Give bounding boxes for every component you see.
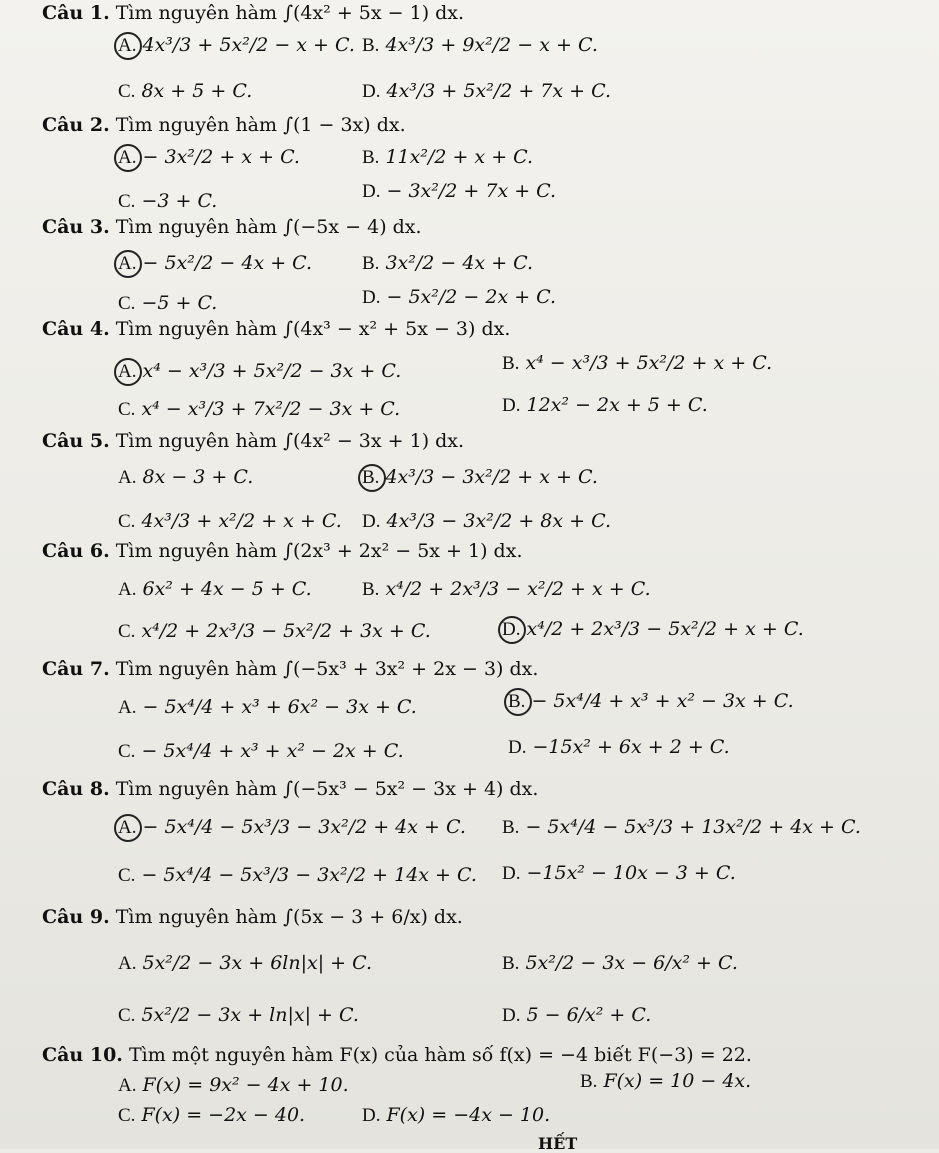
answer-circle <box>114 358 142 386</box>
option-letter: A. <box>118 953 137 974</box>
option-6c[interactable] <box>118 620 431 643</box>
option-expr: F(x) = 10 − 4x. <box>603 1070 752 1092</box>
option-4b[interactable] <box>502 352 772 375</box>
option-7b[interactable] <box>508 690 794 713</box>
answer-circle <box>114 250 142 278</box>
question-7 <box>42 658 538 680</box>
option-letter: D. <box>508 737 527 758</box>
option-8d[interactable] <box>502 862 736 885</box>
question-label: Câu 4. <box>42 318 110 340</box>
question-1 <box>42 2 464 24</box>
question-6 <box>42 540 522 562</box>
option-letter: C. <box>118 191 136 212</box>
option-6d[interactable] <box>502 618 804 641</box>
option-letter: A. <box>118 467 137 488</box>
question-10 <box>42 1044 752 1066</box>
option-2d[interactable] <box>362 180 556 203</box>
answer-circle <box>498 616 526 644</box>
option-expr: 5 − 6/x² + C. <box>526 1004 652 1026</box>
option-expr: 4x³/3 + 9x²/2 − x + C. <box>385 34 598 56</box>
option-10d[interactable] <box>362 1104 550 1127</box>
option-letter: C. <box>118 1005 136 1026</box>
option-expr: − 5x²/2 − 4x + C. <box>142 252 313 274</box>
option-expr: − 5x⁴/4 − 5x³/3 + 13x²/2 + 4x + C. <box>525 816 861 838</box>
answer-circle <box>358 464 386 492</box>
option-5b[interactable] <box>362 466 598 489</box>
question-text: Tìm nguyên hàm ∫(4x³ − x² + 5x − 3) dx. <box>115 318 511 340</box>
option-7a[interactable] <box>118 696 417 719</box>
option-expr: − 5x⁴/4 + x³ + x² − 3x + C. <box>531 690 794 712</box>
option-expr: − 5x⁴/4 − 5x³/3 − 3x²/2 + 4x + C. <box>142 816 466 838</box>
option-letter: D. <box>362 181 381 202</box>
option-4a[interactable] <box>118 360 401 383</box>
answer-circle <box>504 688 532 716</box>
option-expr: x⁴ − x³/3 + 5x²/2 + x + C. <box>525 352 773 374</box>
option-letter: A. <box>118 1075 137 1096</box>
option-letter: C. <box>118 511 136 532</box>
option-expr: 4x³/3 + x²/2 + x + C. <box>141 510 342 532</box>
option-letter: B. <box>362 147 380 168</box>
option-letter: A. <box>118 697 137 718</box>
option-7c[interactable] <box>118 740 404 763</box>
question-label: Câu 5. <box>42 430 110 452</box>
option-1b[interactable] <box>362 34 598 57</box>
question-label: Câu 8. <box>42 778 110 800</box>
option-letter: C. <box>118 293 136 314</box>
answer-circle <box>114 144 142 172</box>
question-text: Tìm nguyên hàm ∫(−5x³ + 3x² + 2x − 3) dx. <box>115 658 539 680</box>
option-5d[interactable] <box>362 510 611 533</box>
option-letter: B. <box>508 691 526 712</box>
option-1a[interactable] <box>118 34 355 57</box>
option-3c[interactable] <box>118 292 217 315</box>
option-8a[interactable] <box>118 816 466 839</box>
option-letter: C. <box>118 741 136 762</box>
option-letter: D. <box>502 863 521 884</box>
option-expr: −15x² − 10x − 3 + C. <box>526 862 736 884</box>
question-text: Tìm nguyên hàm ∫(5x − 3 + 6/x) dx. <box>115 906 463 928</box>
end-marker: HẾT <box>538 1134 578 1153</box>
question-label: Câu 9. <box>42 906 110 928</box>
option-expr: 5x²/2 − 3x + 6ln|x| + C. <box>142 952 373 974</box>
option-letter: B. <box>580 1071 598 1092</box>
option-expr: 4x³/3 + 5x²/2 + 7x + C. <box>386 80 612 102</box>
option-expr: 8x + 5 + C. <box>141 80 253 102</box>
option-expr: 6x² + 4x − 5 + C. <box>142 578 312 600</box>
option-expr: x⁴/2 + 2x³/3 − 5x²/2 + x + C. <box>526 618 804 640</box>
option-letter: B. <box>502 353 520 374</box>
question-9 <box>42 906 463 928</box>
option-letter: B. <box>362 253 380 274</box>
option-expr: F(x) = −2x − 40. <box>141 1104 306 1126</box>
option-expr: −3 + C. <box>141 190 218 212</box>
question-label: Câu 7. <box>42 658 110 680</box>
option-expr: 8x − 3 + C. <box>142 466 254 488</box>
question-label: Câu 3. <box>42 216 110 238</box>
option-letter: B. <box>362 579 380 600</box>
option-expr: F(x) = 9x² − 4x + 10. <box>142 1074 349 1096</box>
option-letter: D. <box>502 1005 521 1026</box>
option-2a[interactable] <box>118 146 300 169</box>
option-letter: C. <box>118 621 136 642</box>
option-9a[interactable] <box>118 952 372 975</box>
option-4d[interactable] <box>502 394 708 417</box>
option-10a[interactable] <box>118 1074 349 1097</box>
option-expr: 5x²/2 − 3x + ln|x| + C. <box>141 1004 359 1026</box>
option-letter: A. <box>118 361 137 382</box>
option-7d[interactable] <box>508 736 730 759</box>
question-label: Câu 1. <box>42 2 110 24</box>
option-expr: 4x³/3 + 5x²/2 − x + C. <box>142 34 355 56</box>
question-8 <box>42 778 538 800</box>
question-label: Câu 2. <box>42 114 110 136</box>
option-expr: F(x) = −4x − 10. <box>386 1104 551 1126</box>
option-letter: A. <box>118 817 137 838</box>
option-2c[interactable] <box>118 190 217 213</box>
option-expr: 3x²/2 − 4x + C. <box>385 252 534 274</box>
answer-circle <box>114 814 142 842</box>
option-5c[interactable] <box>118 510 342 533</box>
option-6a[interactable] <box>118 578 312 601</box>
option-expr: 11x²/2 + x + C. <box>385 146 534 168</box>
question-3 <box>42 216 422 238</box>
option-letter: D. <box>502 619 521 640</box>
option-expr: − 5x⁴/4 + x³ + x² − 2x + C. <box>141 740 404 762</box>
question-text: Tìm nguyên hàm ∫(2x³ + 2x² − 5x + 1) dx. <box>115 540 523 562</box>
question-text: Tìm nguyên hàm ∫(4x² − 3x + 1) dx. <box>115 430 465 452</box>
option-1d[interactable] <box>362 80 611 103</box>
option-3b[interactable] <box>362 252 533 275</box>
question-text: Tìm nguyên hàm ∫(4x² + 5x − 1) dx. <box>115 2 465 24</box>
option-9c[interactable] <box>118 1004 359 1027</box>
option-letter: B. <box>362 35 380 56</box>
option-letter: D. <box>362 511 381 532</box>
option-8c[interactable] <box>118 864 477 887</box>
option-expr: 12x² − 2x + 5 + C. <box>526 394 708 416</box>
question-text: Tìm một nguyên hàm F(x) của hàm số f(x) = −4 biết F(−3) = 22. <box>128 1044 752 1066</box>
option-9b[interactable] <box>502 952 738 975</box>
option-expr: − 5x⁴/4 − 5x³/3 − 3x²/2 + 14x + C. <box>141 864 477 886</box>
option-1c[interactable] <box>118 80 252 103</box>
option-6b[interactable] <box>362 578 651 601</box>
question-5 <box>42 430 464 452</box>
option-expr: x⁴/2 + 2x³/3 − 5x²/2 + 3x + C. <box>141 620 431 642</box>
option-letter: C. <box>118 1105 136 1126</box>
answer-circle <box>114 32 142 60</box>
option-expr: − 3x²/2 + x + C. <box>142 146 300 168</box>
option-letter: A. <box>118 147 137 168</box>
option-9d[interactable] <box>502 1004 651 1027</box>
option-letter: D. <box>502 395 521 416</box>
option-3d[interactable] <box>362 286 556 309</box>
option-letter: B. <box>502 817 520 838</box>
question-2 <box>42 114 406 136</box>
option-3a[interactable] <box>118 252 312 275</box>
option-letter: D. <box>362 287 381 308</box>
option-expr: 4x³/3 − 3x²/2 + 8x + C. <box>386 510 612 532</box>
option-4c[interactable] <box>118 398 400 421</box>
option-expr: −5 + C. <box>141 292 218 314</box>
option-expr: x⁴ − x³/3 + 7x²/2 − 3x + C. <box>141 398 401 420</box>
option-10c[interactable] <box>118 1104 305 1127</box>
option-expr: −15x² + 6x + 2 + C. <box>532 736 730 758</box>
option-letter: D. <box>362 1105 381 1126</box>
option-letter: C. <box>118 81 136 102</box>
question-text: Tìm nguyên hàm ∫(−5x − 4) dx. <box>115 216 422 238</box>
option-10b[interactable] <box>580 1070 751 1093</box>
option-letter: B. <box>502 953 520 974</box>
option-expr: − 5x⁴/4 + x³ + 6x² − 3x + C. <box>142 696 417 718</box>
option-expr: 4x³/3 − 3x²/2 + x + C. <box>385 466 598 488</box>
option-expr: x⁴/2 + 2x³/3 − x²/2 + x + C. <box>385 578 651 600</box>
option-letter: B. <box>362 467 380 488</box>
option-letter: C. <box>118 865 136 886</box>
option-expr: − 3x²/2 + 7x + C. <box>386 180 557 202</box>
option-letter: A. <box>118 579 137 600</box>
option-expr: 5x²/2 − 3x − 6/x² + C. <box>525 952 738 974</box>
option-2b[interactable] <box>362 146 533 169</box>
option-expr: − 5x²/2 − 2x + C. <box>386 286 557 308</box>
question-label: Câu 6. <box>42 540 110 562</box>
option-5a[interactable] <box>118 466 253 489</box>
question-label: Câu 10. <box>42 1044 123 1066</box>
option-expr: x⁴ − x³/3 + 5x²/2 − 3x + C. <box>142 360 402 382</box>
question-text: Tìm nguyên hàm ∫(1 − 3x) dx. <box>115 114 406 136</box>
question-text: Tìm nguyên hàm ∫(−5x³ − 5x² − 3x + 4) dx. <box>115 778 539 800</box>
option-letter: D. <box>362 81 381 102</box>
option-8b[interactable] <box>502 816 861 839</box>
question-4 <box>42 318 510 340</box>
option-letter: A. <box>118 253 137 274</box>
option-letter: C. <box>118 399 136 420</box>
option-letter: A. <box>118 35 137 56</box>
